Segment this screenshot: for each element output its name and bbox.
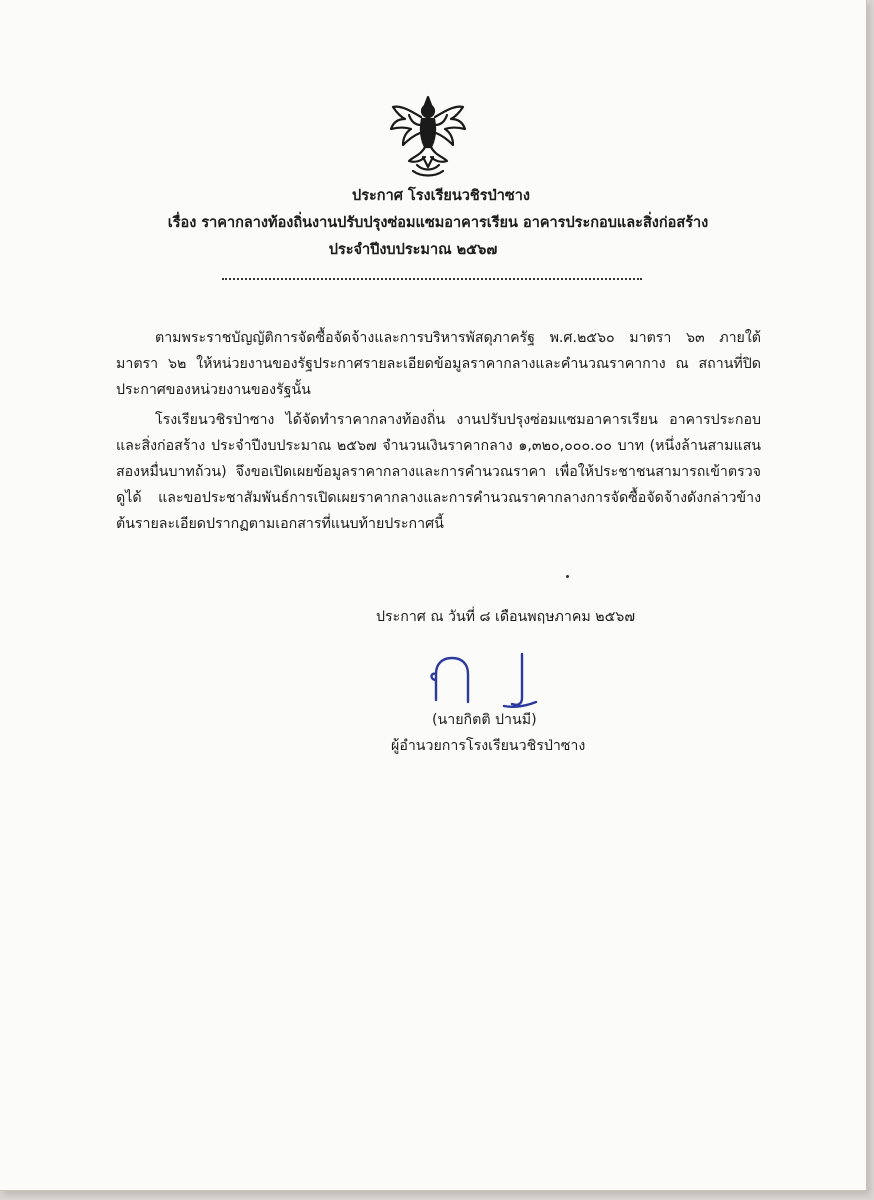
signer-name: (นายกิตติ ปานมี) — [432, 712, 537, 728]
announcement-subject: เรื่อง ราคากลางท้องถิ่นงานปรับปรุงซ่อมแซมอาคารเรียน อาคารประกอบและสิ่งก่อสร้าง — [167, 215, 709, 231]
stray-mark — [566, 575, 569, 578]
fiscal-year-line: ประจำปีงบประมาณ ๒๕๖๗ — [328, 242, 498, 258]
garuda-emblem-icon — [387, 95, 469, 179]
announcement-title: ประกาศ โรงเรียนวชิรป่าซาง — [352, 188, 530, 204]
signer-position: ผู้อำนวยการโรงเรียนวชิรป่าซาง — [391, 738, 586, 754]
body-paragraph-1: ตามพระราชบัญญัติการจัดซื้อจัดจ้างและการบริหารพัสดุภาครัฐ พ.ศ.๒๕๖๐ มาตรา ๖๓ ภายใต้มาตรา ๖๒ ให้หน่วยงานของรัฐประกาศรายละเอียดข้อมูลราคากลางและคำนวณราคากาง ณ สถานที่ปิดประกาศของหน่วยงานของรัฐนั้น — [116, 330, 761, 398]
body-paragraph-2: โรงเรียนวชิรป่าซาง ได้จัดทำราคากลางท้องถิ่น งานปรับปรุงซ่อมแซมอาคารเรียน อาคารประกอบและสิ่งก่อสร้าง ประจำปีงบประมาณ ๒๕๖๗ จำนวนเงินราคากลาง ๑,๓๒๐,๐๐๐.๐๐ บาท (หนึ่งล้านสามแสนสองหมื่นบาทถ้วน) จึงขอเปิดเผยข้อมูลราคากลางและการคำนวณราคา เพื่อให้ประชาชนสามารถเข้าตรวจดูได้ และขอประชาสัมพันธ์การเปิดเผยราคากลางและการคำนวณราคากลางการจัดซื้อจัดจ้างดังกล่าวข้างต้นรายละเอียดปรากฏตามเอกสารที่แนบท้ายประกาศนี้ — [116, 412, 761, 532]
dotted-divider — [222, 278, 642, 280]
signature-image — [426, 648, 546, 710]
announcement-date: ประกาศ ณ วันที่ ๘ เดือนพฤษภาคม ๒๕๖๗ — [376, 609, 635, 625]
